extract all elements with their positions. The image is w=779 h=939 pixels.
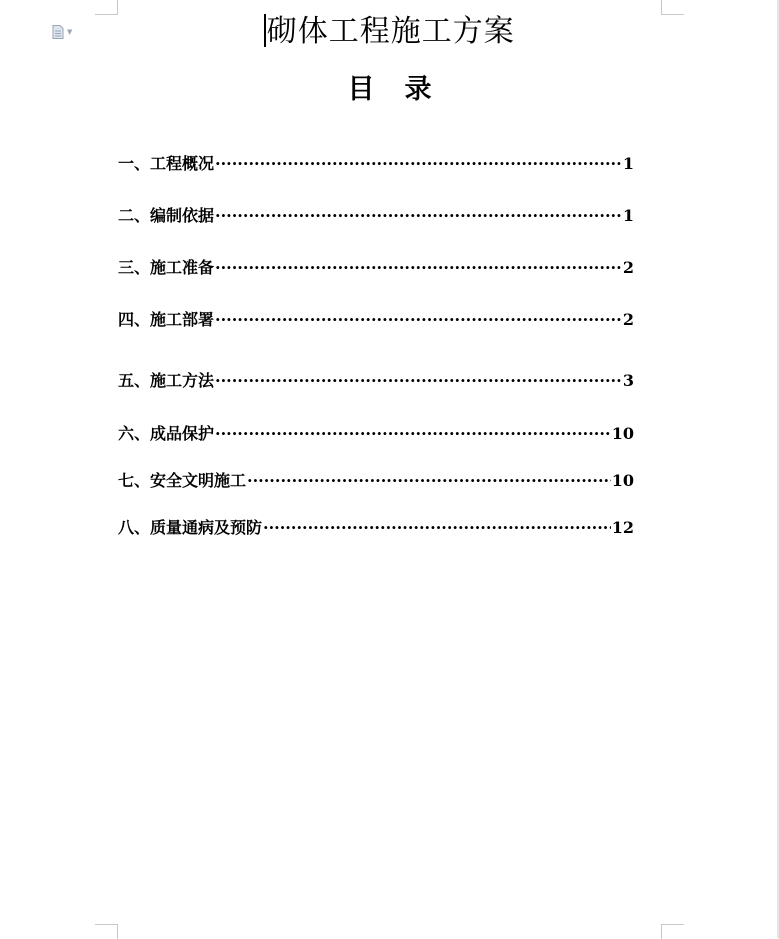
toc-entry-label: 四、施工部署 xyxy=(118,310,215,329)
toc-entry-label: 六、成品保护 xyxy=(118,424,215,443)
chevron-down-icon: ▼ xyxy=(67,28,73,36)
toc-heading-right: 录 xyxy=(404,74,432,105)
toc-entry-page: 2 xyxy=(622,310,634,329)
toc-entry-page: 3 xyxy=(622,371,634,390)
toc-leader xyxy=(215,308,622,332)
toc-leader xyxy=(215,369,622,393)
toc-entry-label: 五、施工方法 xyxy=(118,371,215,390)
toc-leader xyxy=(215,152,622,176)
toc-entry-label: 八、质量通病及预防 xyxy=(118,518,263,537)
toc-entry-6[interactable] xyxy=(118,422,634,446)
toc-entry-label: 二、编制依据 xyxy=(118,206,215,225)
toc-heading-left: 目 xyxy=(347,74,375,105)
toc-leader xyxy=(215,204,622,228)
toc-entry-label: 三、施工准备 xyxy=(118,258,215,277)
document-title-text: 砌体工程施工方案 xyxy=(266,14,515,49)
toc-leader xyxy=(215,422,611,446)
toc-heading xyxy=(0,72,779,108)
toc-entry-3[interactable] xyxy=(118,256,634,280)
toc-entry-label: 一、工程概况 xyxy=(118,154,215,173)
toc-entry-1[interactable] xyxy=(118,152,634,176)
toc-entry-page: 1 xyxy=(622,206,634,225)
toc-entry-page: 2 xyxy=(622,258,634,277)
crop-mark-bottom-left xyxy=(95,924,118,939)
toc-entry-2[interactable] xyxy=(118,204,634,228)
toc-entry-page: 1 xyxy=(622,154,634,173)
toc-leader xyxy=(215,256,622,280)
toc-entry-label: 七、安全文明施工 xyxy=(118,471,247,490)
toc-entry-5[interactable] xyxy=(118,369,634,393)
toc-leader xyxy=(247,469,611,493)
crop-mark-bottom-right xyxy=(661,924,684,939)
toc-entry-8[interactable] xyxy=(118,516,634,540)
document-title[interactable] xyxy=(0,12,779,52)
toc-leader xyxy=(263,516,611,540)
toc-entry-page: 10 xyxy=(611,471,634,490)
toc-entry-page: 12 xyxy=(611,518,634,537)
text-cursor xyxy=(264,14,266,47)
toc-entry-page: 10 xyxy=(611,424,634,443)
toc-entry-4[interactable] xyxy=(118,308,634,332)
toc-entry-7[interactable] xyxy=(118,469,634,493)
